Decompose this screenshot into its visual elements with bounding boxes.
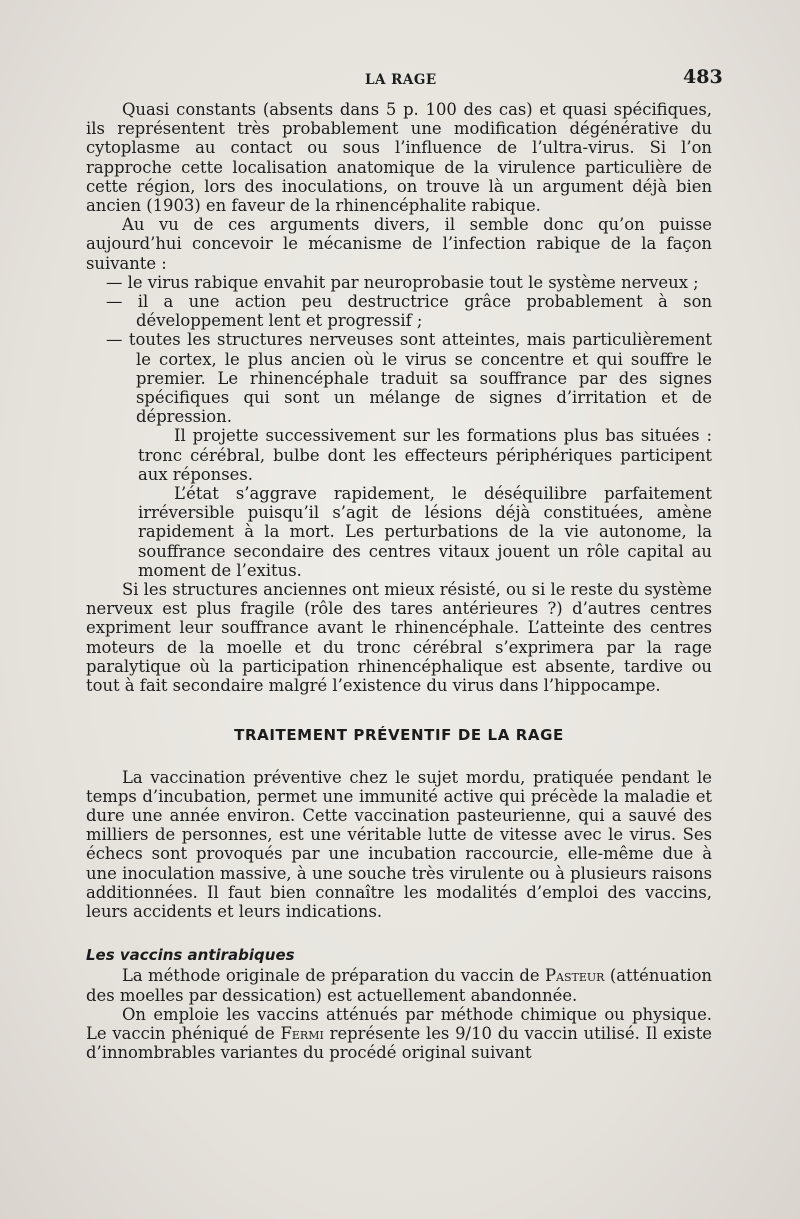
body-text [86, 100, 712, 1062]
paragraph [86, 1005, 712, 1063]
paragraph: L’état s’aggrave rapidement, le déséquilibre parfaitement irréversible puisqu’il s’agit de lésions déjà constituées, amène rapidement à la mort. Les perturbations de la vie autonome, la souffrance secondaire des centres vitaux jouent un rôle capital au moment de l’exitus. [138, 484, 712, 580]
text-run: (atténuation des moelles par dessication) est actuellement abandonnée. [86, 966, 712, 1005]
paragraph: Il projette successivement sur les formations plus bas situées : tronc cérébral, bulbe dont les effecteurs périphériques participent aux réponses. [138, 426, 712, 484]
paragraph: La vaccination préventive chez le sujet mordu, pratiquée pendant le temps d’incubation, permet une immunité active qui précède la maladie et dure une année environ. Cette vaccination pasteurienne, qui a sauvé des milliers de personnes, est une véritable lutte de vitesse avec le virus. Ses échecs sont provoqués par une incubation raccourcie, elle-même due à une inoculation massive, à une souche très virulente ou à plusieurs raisons additionnées. Il faut bien connaître les modalités d’emploi des vaccins, leurs accidents et leurs indications. [86, 767, 712, 921]
subsection-heading: Les vaccins antirabiques [86, 946, 295, 965]
page-number: 483 [683, 66, 723, 88]
paragraph: Si les structures anciennes ont mieux résisté, ou si le reste du système nerveux est plus fragile (rôle des tares antérieures ?) d’autres centres expriment leur souffrance avant le rhinencéphale. L’atteinte des centres moteurs de la moelle et du tronc cérébral s’exprimera par la rage paralytique où la participation rhinencéphalique est absente, tardive ou tout à fait secondaire malgré l’existence du virus dans l’hippocampe. [86, 580, 712, 696]
section-heading: TRAITEMENT PRÉVENTIF DE LA RAGE [234, 726, 564, 745]
paragraph: Au vu de ces arguments divers, il semble donc qu’on puisse aujourd’hui concevoir le mécanisme de l’infection rabique de la façon suivante : [86, 215, 712, 273]
author-name: Fermi [280, 1023, 324, 1043]
page-header [0, 66, 800, 90]
running-title: LA RAGE [365, 72, 437, 88]
dash-list-item: — il a une action peu destructrice grâce probablement à son développement lent et progressif ; [106, 292, 712, 331]
paragraph [86, 966, 712, 1004]
dash-list-item: — le virus rabique envahit par neuroprobasie tout le système nerveux ; [106, 272, 699, 292]
author-name: Pasteur [544, 966, 605, 986]
text-run: On emploie les vaccins atténués par méthode chimique ou physique. Le vaccin phéniqué de [86, 1004, 712, 1043]
dash-list-item: — toutes les structures nerveuses sont atteintes, mais particulièrement le cortex, le plus ancien où le virus se concentre et qui souffre le premier. Le rhinencéphale traduit sa souffrance par des signes spécifiques qui sont un mélange de signes d’irritation et de dépression. [106, 330, 712, 427]
text-run: La méthode originale de préparation du vaccin de [122, 966, 545, 986]
paragraph: Quasi constants (absents dans 5 p. 100 des cas) et quasi spécifiques, ils représentent très probablement une modification dégénérative du cytoplasme au contact ou sous l’influence de l’ultra-virus. Si l’on rapproche cette localisation anatomique de la virulence particulière de cette région, lors des inoculations, on trouve là un argument déjà bien ancien (1903) en faveur de la rhinencéphalite rabique. [86, 100, 712, 216]
text-run: représente les 9/10 du vaccin utilisé. Il existe d’innombrables variantes du procédé original suivant [86, 1023, 713, 1063]
